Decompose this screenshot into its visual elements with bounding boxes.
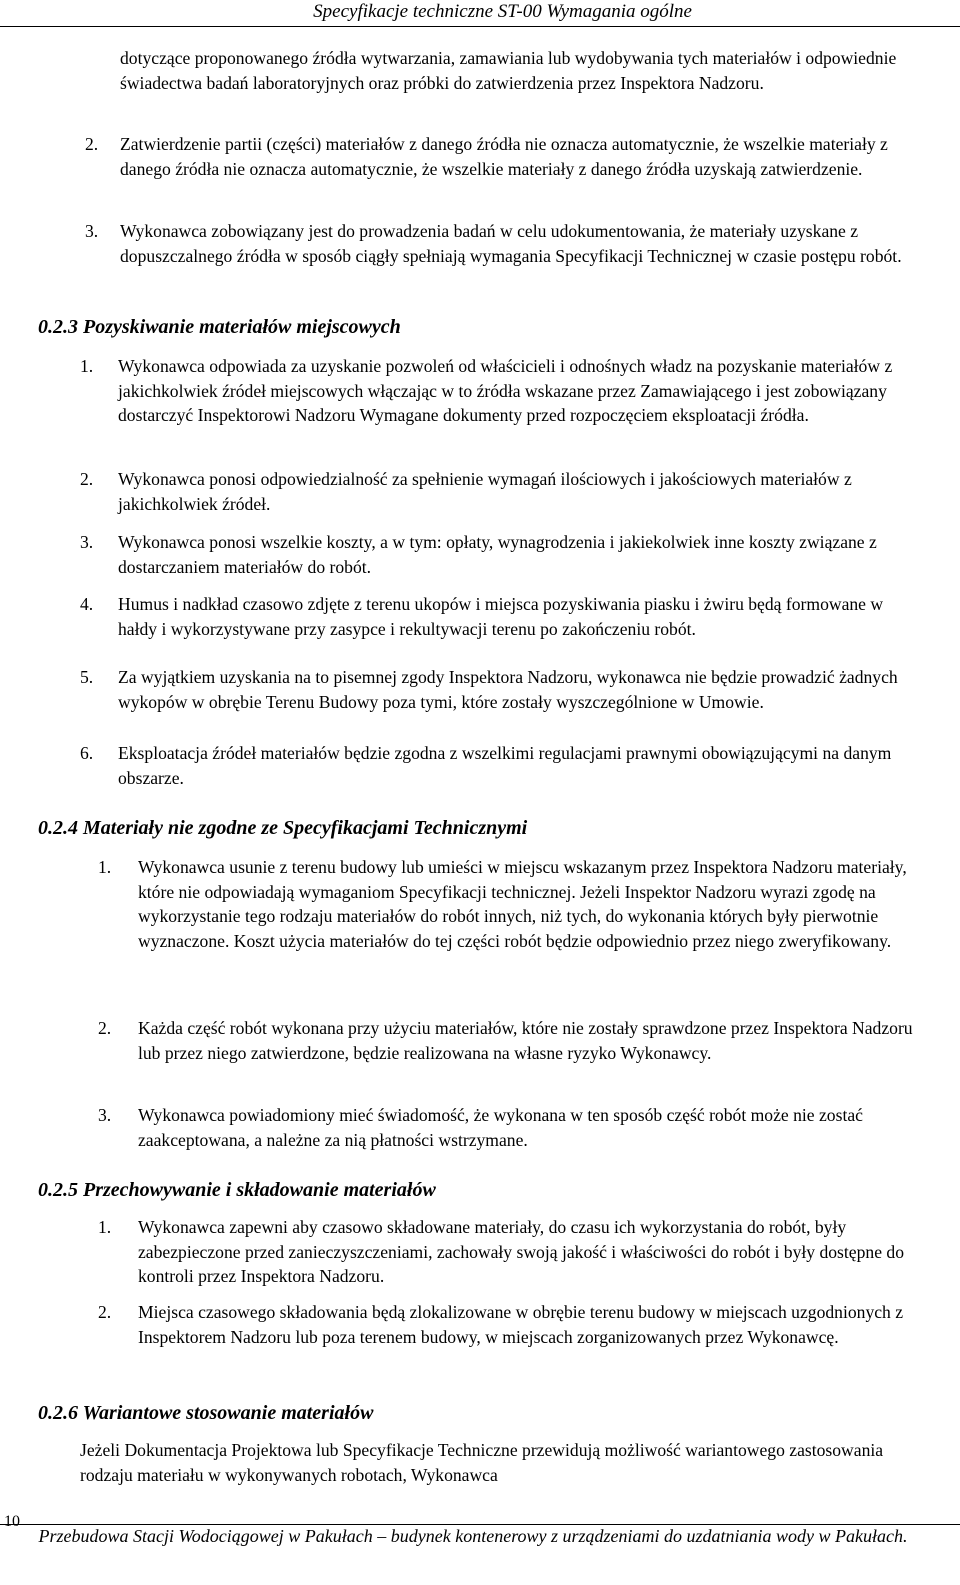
list-item-number: 1. (80, 356, 94, 376)
header-rule (0, 26, 960, 27)
list-item-text: Wykonawca usunie z terenu budowy lub umieści w miejscu wskazanym przez Inspektora Nadzoru materiały, które nie odpowiadają wymaganiom Specyfikacji technicznej. Jeżeli Inspektor Nadzoru wyrazi zgodę na wykorzystanie tego rodzaju materiałów do robót innych, niż tych, do wykonania których były pierwotnie wyznaczone. Koszt użycia materiałów do tej części robót będzie odpowiednio przez niego zweryfikowany. (138, 857, 907, 951)
section-heading-026 (38, 1400, 373, 1426)
list-item-number: 2. (85, 134, 99, 154)
list-item-text: Wykonawca ponosi odpowiedzialność za spełnienie wymagań ilościowych i jakościowych materiałów z jakichkolwiek źródeł. (118, 469, 852, 514)
list-item-number: 3. (85, 221, 99, 241)
section-title: Pozyskiwanie materiałów miejscowych (83, 316, 401, 338)
list-item-number: 2. (80, 469, 94, 489)
section-heading-024 (38, 815, 527, 841)
section-number: 0.2.3 (38, 316, 78, 338)
page-number: 10 (4, 1513, 20, 1530)
section-heading-023 (38, 314, 401, 340)
section-title: Przechowywanie i składowanie materiałów (83, 1179, 436, 1201)
section-text: Jeżeli Dokumentacja Projektowa lub Specyfikacje Techniczne przewidują możliwość wariantowego zastosowania rodzaju materiału w wykonywanych robotach, Wykonawca (80, 1440, 884, 1485)
list-item-number: 3. (80, 532, 94, 552)
list-item-number: 1. (98, 857, 112, 877)
page-header (0, 0, 960, 28)
list-item-number: 3. (98, 1105, 112, 1125)
list-item-text: Za wyjątkiem uzyskania na to pisemnej zgody Inspektora Nadzoru, wykonawca nie będzie prowadzić żadnych wykopów w obrębie Terenu Budowy poza tymi, które zostały wyszczególnione w Umowie. (118, 667, 898, 712)
list-item-text: Humus i nadkład czasowo zdjęte z terenu ukopów i miejsca pozyskiwania piasku i żwiru będą formowane w hałdy i wykorzystywane przy zasypce i rekultywacji terenu po zakończeniu robót. (118, 594, 884, 639)
list-item-text: Wykonawca zobowiązany jest do prowadzenia badań w celu udokumentowania, że materiały uzyskane z dopuszczalnego źródła w sposób ciągły spełniają wymagania Specyfikacji Technicznej w czasie postępu robót. (120, 221, 902, 266)
list-item-text: Zatwierdzenie partii (części) materiałów z danego źródła nie oznacza automatycznie, że wszelkie materiały z danego źródła nie oznacza automatycznie, że wszelkie materiały z danego źródła uzyskają zatwierdzenie. (120, 134, 888, 179)
list-item-text: Eksploatacja źródeł materiałów będzie zgodna z wszelkimi regulacjami prawnymi obowiązującymi na danym obszarze. (118, 743, 892, 788)
list-item-number: 6. (80, 743, 94, 763)
section-heading-025 (38, 1177, 436, 1203)
intro-continuation: dotyczące proponowanego źródła wytwarzania, zamawiania lub wydobywania tych materiałów i odpowiednie świadectwa badań laboratoryjnych oraz próbki do zatwierdzenia przez Inspektora Nadzoru. (120, 48, 897, 93)
list-item-text: Wykonawca ponosi wszelkie koszty, a w tym: opłaty, wynagrodzenia i jakiekolwiek inne koszty związane z dostarczaniem materiałów do robót. (118, 532, 877, 577)
list-item-text: Wykonawca odpowiada za uzyskanie pozwoleń od właścicieli i odnośnych władz na pozyskanie materiałów z jakichkolwiek źródeł miejscowych włączając w to źródła wskazane przez Zamawiającego i jest zobowiązany dostarczyć Inspektorowi Nadzoru Wymagane dokumenty przed rozpoczęciem eksploatacji źródła. (118, 356, 893, 425)
list-item-text: Wykonawca powiadomiony mieć świadomość, że wykonana w ten sposób część robót może nie zostać zaakceptowana, a należne za nią płatności wstrzymane. (138, 1105, 863, 1150)
list-item-number: 1. (98, 1217, 112, 1237)
list-item-number: 4. (80, 594, 94, 614)
section-title: Wariantowe stosowanie materiałów (82, 1402, 374, 1424)
section-number: 0.2.5 (38, 1179, 78, 1201)
header-title: Specyfikacje techniczne ST-00 Wymagania ogólne (313, 1, 692, 22)
list-item-number: 2. (98, 1302, 112, 1322)
section-number: 0.2.6 (38, 1402, 78, 1424)
list-item-text: Każda część robót wykonana przy użyciu materiałów, które nie zostały sprawdzone przez Inspektora Nadzoru lub przez niego zatwierdzone, będzie realizowana na własne ryzyko Wykonawcy. (138, 1018, 913, 1063)
footer-text: Przebudowa Stacji Wodociągowej w Pakułach – budynek kontenerowy z urządzeniami do uzdatniania wody w Pakułach. (38, 1526, 908, 1546)
list-item-number: 2. (98, 1018, 112, 1038)
list-item-text: Wykonawca zapewni aby czasowo składowane materiały, do czasu ich wykorzystania do robót, były zabezpieczone przed zanieczyszczeniami, zachowały swoją jakość i właściwości do robót i były dostępne do kontroli przez Inspektora Nadzoru. (138, 1217, 904, 1286)
list-item-text: Miejsca czasowego składowania będą zlokalizowane w obrębie terenu budowy w miejscach uzgodnionych z Inspektorem Nadzoru lub poza terenem budowy, w miejscach zorganizowanych przez Wykonawcę. (138, 1302, 904, 1347)
section-title: Materiały nie zgodne ze Specyfikacjami Technicznymi (83, 817, 528, 839)
list-item-number: 5. (80, 667, 94, 687)
section-number: 0.2.4 (38, 817, 78, 839)
